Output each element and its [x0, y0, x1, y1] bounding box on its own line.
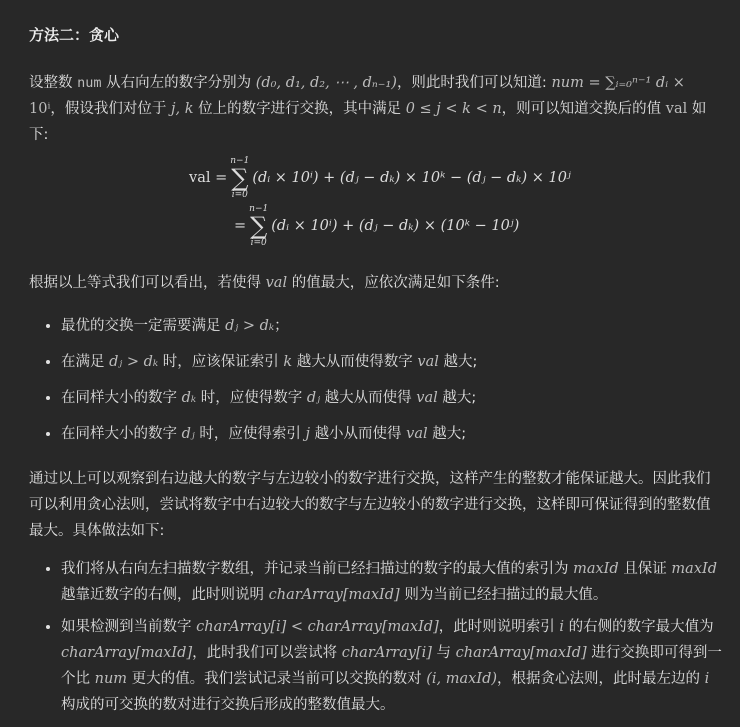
condition-intro	[29, 270, 724, 296]
text: 的值最大，应依次满足如下条件:	[291, 275, 500, 291]
intro-paragraph	[29, 70, 724, 148]
text: 在满足	[61, 354, 105, 370]
math: dⱼ	[181, 426, 195, 442]
text: 从右向左的数字分别为	[106, 75, 252, 91]
sum-lower: i=0	[250, 238, 267, 248]
text: 越小从而使得	[314, 426, 402, 442]
text: 时，应该保证索引	[162, 354, 279, 370]
equation-line-1	[189, 156, 571, 200]
math: charArray[maxId]	[455, 645, 587, 661]
text: 我们将从右向左扫描数字数组，并记录当前已经扫描过的数字的最大值的索引为	[61, 561, 569, 577]
step-list	[29, 556, 724, 718]
math: num	[94, 671, 128, 687]
math: i	[559, 619, 564, 635]
condition-list	[29, 308, 724, 452]
text: ，则可以知道交换后的值	[501, 101, 662, 117]
math: charArray[maxId]	[61, 645, 193, 661]
text: 设整数	[29, 75, 73, 91]
math: dⱼ > dₖ	[225, 318, 275, 334]
text: 构成的可交换的数对进行交换后形成的整数值最大。	[61, 697, 395, 713]
observation-paragraph: 通过以上可以观察到右边越大的数字与左边较小的数字进行交换，这样产生的整数才能保证越大。因此我们可以利用贪心法则，尝试将数字中右边较大的数字与左边较小的数字进行交换，这样即可保证得到的整数值最大。具体做法如下:	[29, 471, 711, 539]
section-heading: 方法二：贪心	[29, 26, 120, 44]
math: (i, maxId)	[426, 671, 498, 687]
text: 且保证	[623, 561, 667, 577]
equation-rhs-1: (dᵢ × 10ⁱ) + (dⱼ − dₖ) × 10ᵏ − (dⱼ − dₖ) × 10ʲ	[252, 170, 571, 186]
math-val: val	[265, 275, 288, 291]
sum-upper: n−1	[230, 156, 250, 166]
text: 越大;	[442, 390, 477, 406]
text: 如下:	[29, 101, 707, 143]
text: 位上的数字进行交换，其中满足	[198, 101, 402, 117]
math-num-formula: num = ∑ᵢ₌₀ⁿ⁻¹ dᵢ ×	[551, 75, 685, 91]
text: 根据以上等式我们可以看出，若使得	[29, 275, 261, 291]
equation-rhs-2: (dᵢ × 10ⁱ) + (dⱼ − dₖ) × (10ᵏ − 10ʲ)	[271, 218, 520, 234]
summation	[249, 204, 268, 248]
list-item	[61, 344, 724, 380]
math-jk: j, k	[170, 101, 194, 117]
text: ，此时我们可以尝试将	[192, 645, 338, 661]
math-condition: 0 ≤ j < k < n	[405, 101, 502, 117]
math-ten-i: 10ⁱ	[29, 101, 51, 117]
sigma-symbol: ∑	[231, 164, 249, 192]
list-item	[61, 556, 724, 608]
math: maxId	[573, 561, 619, 577]
list-item	[61, 380, 724, 416]
text: 在同样大小的数字	[61, 426, 177, 442]
text: 如果检测到当前数字	[61, 619, 192, 635]
math: charArray[i] < charArray[maxId]	[196, 619, 439, 635]
text: ，此时则说明索引	[438, 619, 555, 635]
text: 越大从而使得数字	[296, 354, 413, 370]
math: charArray[maxId]	[268, 587, 400, 603]
list-item	[61, 416, 724, 452]
text: 则为当前已经扫描过的最大值。	[404, 587, 608, 603]
math: j	[305, 426, 310, 442]
text: 与	[436, 645, 451, 661]
math-digits: (d₀, d₁, d₂, ⋯ , dₙ₋₁)	[255, 75, 397, 91]
list-item	[61, 614, 724, 718]
sum-upper: n−1	[249, 204, 269, 214]
text: ，则此时我们可以知道:	[396, 75, 547, 91]
text: 更大的值。我们尝试记录当前可以交换的数对	[131, 671, 422, 687]
summation	[230, 156, 249, 200]
text: 越大;	[443, 354, 478, 370]
math: maxId	[671, 561, 718, 577]
sum-lower: i=0	[231, 190, 248, 200]
text: 的右侧的数字最大值为	[568, 619, 714, 635]
text: 时，应使得数字	[200, 390, 303, 406]
sigma-symbol: ∑	[250, 212, 268, 240]
equation-lhs: val =	[189, 170, 228, 186]
list-item	[61, 308, 724, 344]
math: dⱼ	[306, 390, 321, 406]
equation-line-2	[234, 204, 519, 248]
text: 最优的交换一定需要满足	[61, 318, 221, 334]
math: k	[283, 354, 293, 370]
text: 越大从而使得	[324, 390, 412, 406]
text: ，根据贪心法则，此时最左边的	[497, 671, 701, 687]
math: val	[406, 426, 428, 442]
text: 在同样大小的数字	[61, 390, 177, 406]
display-equation	[29, 156, 724, 256]
text: 越靠近数字的右侧，此时则说明	[61, 587, 264, 603]
math: i	[704, 671, 710, 687]
math: charArray[i]	[341, 645, 432, 661]
text: 进行交换即可得到一个比	[61, 645, 722, 687]
inline-code-num: num	[77, 75, 102, 91]
text: ；	[274, 318, 289, 334]
math: dⱼ > dₖ	[109, 354, 159, 370]
math-val: val	[665, 101, 688, 117]
text: ，假设我们对位于	[50, 101, 167, 117]
math: val	[417, 354, 439, 370]
text: 越大;	[432, 426, 467, 442]
math: val	[416, 390, 438, 406]
math: dₖ	[181, 390, 197, 406]
equation-equals: =	[234, 218, 247, 234]
text: 时，应使得索引	[199, 426, 301, 442]
